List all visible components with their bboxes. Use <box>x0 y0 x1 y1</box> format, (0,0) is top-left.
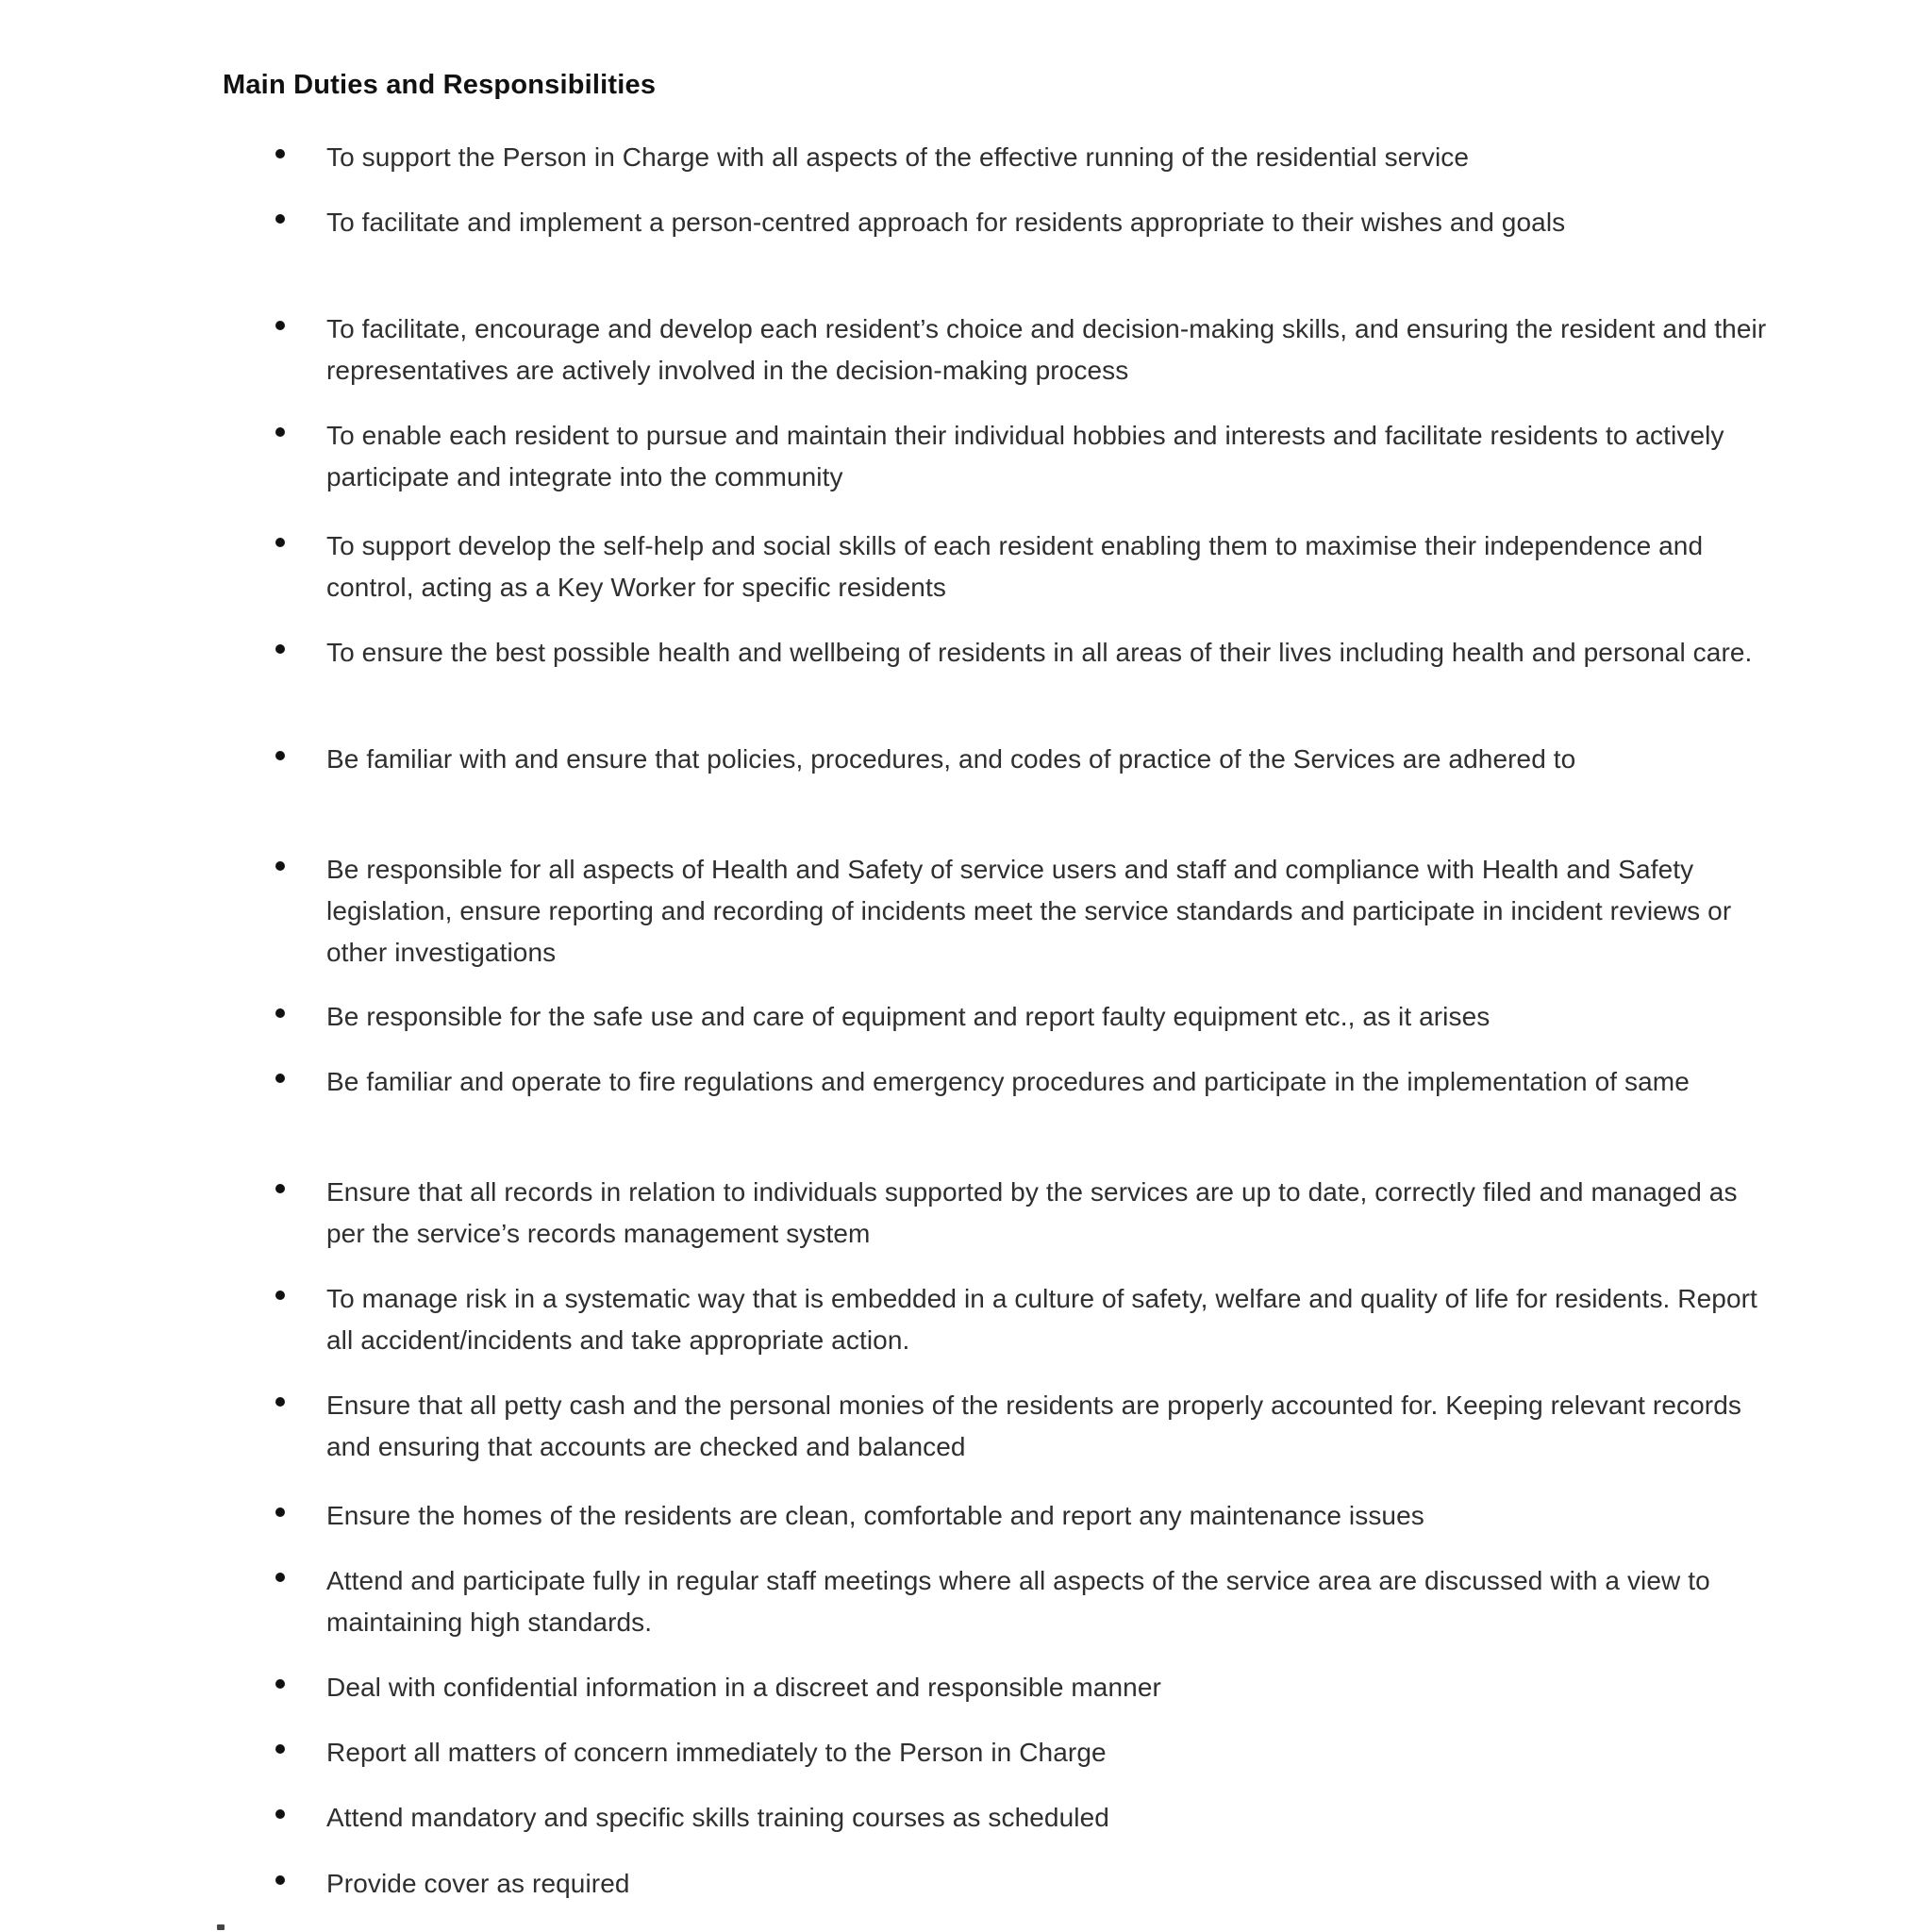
duty-text: Attend and participate fully in regular staff meetings where all aspects of the service area are discussed with a view to maintaining high standards. <box>326 1566 1710 1637</box>
bullet-icon <box>275 427 285 437</box>
bullet-icon <box>275 1573 285 1582</box>
bullet-icon <box>275 1291 285 1300</box>
duty-text: Ensure that all petty cash and the personal monies of the residents are properly accounted for. Keeping relevant records and ensuring that accounts are checked and balanced <box>326 1391 1741 1461</box>
bullet-icon <box>275 1184 285 1193</box>
bullet-icon <box>275 1008 285 1018</box>
bullet-icon <box>275 1074 285 1083</box>
bullet-icon <box>275 644 285 654</box>
bullet-icon <box>275 538 285 547</box>
duty-text: To facilitate, encourage and develop each resident’s choice and decision-making skills, and ensuring the resident and their representatives are actively involved in the decision-making process <box>326 314 1767 385</box>
duty-text: Ensure the homes of the residents are clean, comfortable and report any maintenance issues <box>326 1501 1424 1530</box>
bullet-icon <box>275 1809 285 1819</box>
bullet-icon <box>275 1507 285 1517</box>
bullet-icon <box>275 149 285 158</box>
duty-text: To enable each resident to pursue and maintain their individual hobbies and interests and facilitate residents to actively participate and integrate into the community <box>326 421 1724 491</box>
duty-text: Deal with confidential information in a discreet and responsible manner <box>326 1673 1161 1702</box>
duty-text: Ensure that all records in relation to individuals supported by the services are up to date, correctly filed and managed as per the service’s records management system <box>326 1177 1738 1248</box>
bullet-icon <box>275 1679 285 1689</box>
section-heading: Main Duties and Responsibilities <box>223 70 657 100</box>
bullet-icon <box>275 1744 285 1754</box>
duty-text: Report all matters of concern immediately to the Person in Charge <box>326 1738 1107 1767</box>
duty-text: To manage risk in a systematic way that is embedded in a culture of safety, welfare and quality of life for residents. Report all accident/incidents and take appropriate action. <box>326 1284 1757 1355</box>
duty-text: Provide cover as required <box>326 1869 630 1898</box>
bullet-icon <box>275 1875 285 1885</box>
bullet-icon <box>275 214 285 224</box>
duty-text: To support develop the self-help and social skills of each resident enabling them to maximise their independence and control, acting as a Key Worker for specific residents <box>326 531 1704 602</box>
duty-text: To support the Person in Charge with all aspects of the effective running of the residential service <box>326 142 1470 172</box>
duty-text: Be responsible for all aspects of Health and Safety of service users and staff and compliance with Health and Safety legislation, ensure reporting and recording of incidents meet the service standards and participate in incident reviews or other investigations <box>326 855 1732 967</box>
bullet-icon <box>275 751 285 760</box>
duty-text: Be familiar and operate to fire regulations and emergency procedures and participate in the implementation of same <box>326 1067 1690 1096</box>
bullet-icon <box>275 321 285 330</box>
duty-text: Attend mandatory and specific skills training courses as scheduled <box>326 1803 1109 1832</box>
duty-text: To facilitate and implement a person-centred approach for residents appropriate to their wishes and goals <box>326 208 1566 237</box>
duty-text: Be familiar with and ensure that policies, procedures, and codes of practice of the Services are adhered to <box>326 744 1576 774</box>
duty-text: Be responsible for the safe use and care of equipment and report faulty equipment etc., as it arises <box>326 1002 1491 1031</box>
bullet-icon <box>275 1397 285 1407</box>
bullet-icon <box>275 861 285 871</box>
page-edge-mark <box>217 1924 225 1930</box>
duty-text: To ensure the best possible health and wellbeing of residents in all areas of their lives including health and personal care. <box>326 638 1753 667</box>
